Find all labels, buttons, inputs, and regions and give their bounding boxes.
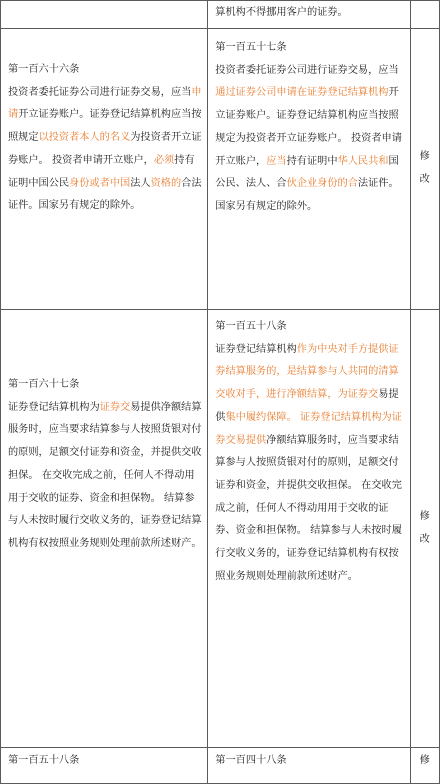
change-note-cell (410, 748, 439, 784)
new-text-cell (208, 29, 410, 310)
change-note-cell (410, 1, 439, 29)
body-text: 证券登记结算机构为 (8, 401, 100, 413)
body-text: 为投资者开立证券账户。 投资者申请开立账户， (8, 132, 202, 166)
body-text: 投资者委托证券公司进行证券交易，应当 (8, 86, 192, 98)
highlighted-change-text: 申请 (8, 86, 202, 121)
body-text: 易提供净额结算服务时，应当要求结算参与人按照货银对付的原则，足额交付证券和资金，并提供交收担保。 在交收完成之前，任何人不得动用用于交收的证券、资金和担保物。 结算参与人未按时履行交收义务的，证券登记结算机构有权按照业务规则处理前款所述财产。 (8, 401, 202, 549)
old-article-title: 第一百五十八条 (8, 755, 80, 766)
change-note-char: 修 (419, 510, 430, 522)
old-article-body (8, 82, 203, 218)
body-text: 法证件。国家另有规定的除外。 (215, 178, 399, 212)
old-text-cell (1, 1, 208, 29)
table-row (1, 1, 440, 29)
body-text: 持有证明中 (286, 155, 338, 167)
highlighted-change-text: 华人民共和 (337, 155, 389, 167)
change-note-char: 修 (419, 151, 430, 163)
highlighted-change-text: 以投资者本人的名义 (38, 132, 131, 144)
new-clause-tail: 算机构不得挪用客户的证券。 (215, 7, 348, 18)
highlighted-change-text: 作为中央对手方提供证券结算服务的，是结算参与人共同的清算交收对手，进行净额结算，为证券交 (215, 343, 399, 401)
new-article-body (215, 339, 405, 589)
new-article-title: 第一百四十八条 (215, 755, 287, 766)
body-text: 净额结算服务时，应当要求结算参与人按照货银对付的原则，足额交付证券和资金，并提供交收担保。 在交收完成之前，任何人不得动用用于交收的证券、资金和担保物。 结算参与人未按时履行交收义务的，证券登记结算机构有权按照业务规则处理前款所述财产。 (215, 434, 402, 582)
highlighted-change-text: 伙企业身份的合 (286, 178, 358, 190)
change-note-cell (410, 29, 439, 310)
change-note-char: 修 (419, 755, 430, 766)
table-row (1, 748, 440, 784)
new-article-body (215, 60, 405, 219)
old-text-cell (1, 29, 208, 310)
new-article-title: 第一百五十八条 (215, 321, 287, 332)
highlighted-change-text: 身份或者中国 (69, 177, 131, 189)
new-text-cell (208, 1, 410, 29)
body-text: 开立证券账户。证券登记结算机构应当按照规定为投资者开立证券账户。 投资者申请开立账户， (215, 87, 402, 167)
old-text-cell (1, 310, 208, 748)
new-text-cell (208, 748, 410, 784)
old-article-body (8, 397, 203, 556)
highlighted-change-text: 通过证券公司申请在证券登记结算机构 (215, 87, 389, 99)
table-row (1, 310, 440, 748)
new-article-title: 第一百五十七条 (215, 42, 287, 53)
change-note-cell (410, 310, 439, 748)
old-article-title: 第一百六十七条 (8, 379, 80, 390)
body-text: 易提供 (215, 389, 399, 423)
body-text: 合法证件。国家另有规定的除外。 (8, 177, 202, 212)
highlighted-change-text: 应当 (266, 155, 287, 167)
highlighted-change-text: 必须 (153, 154, 175, 166)
old-article-title: 第一百六十六条 (8, 64, 80, 75)
change-note-char: 改 (419, 174, 430, 185)
table-row (1, 29, 440, 310)
body-text: 投资者委托证券公司进行证券交易，应当 (215, 64, 399, 76)
body-text: 法人 (130, 177, 151, 189)
highlighted-change-text: 资格的 (150, 177, 182, 189)
highlighted-change-text: 集中履约保障。 证券登记结算机构为证券交易提供 (215, 411, 402, 446)
body-text: 开立证券账户。证券登记结算机构应当按照规定 (8, 109, 202, 144)
body-text: 证券登记结算机构 (215, 343, 297, 355)
highlighted-change-text: 证券交 (99, 401, 131, 413)
change-note-char: 改 (419, 533, 430, 545)
new-text-cell (208, 310, 410, 748)
body-text: 国公民、法人、合 (215, 155, 399, 190)
old-text-cell (1, 748, 208, 784)
body-text: 持有证明中国公民 (8, 154, 195, 189)
